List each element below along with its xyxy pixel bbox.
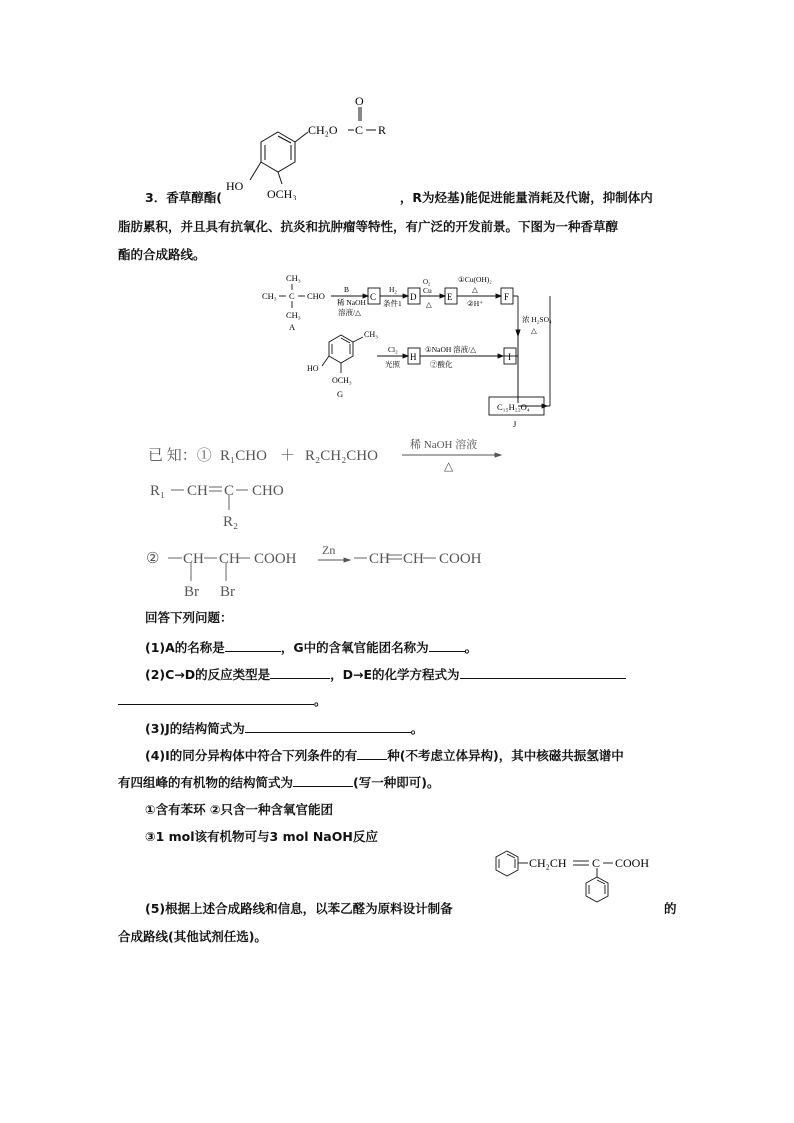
q2-part-b: ，D→E的化学方程式为 xyxy=(330,667,460,682)
q2-part-a: (2)C→D的反应类型是 xyxy=(145,667,271,682)
q1-part-a: (1)A的名称是 xyxy=(145,640,225,655)
q1-answer-blank-1[interactable] xyxy=(225,637,281,652)
question-intro-line3: 酯的合成路线。 xyxy=(118,247,206,262)
known-br2: Br xyxy=(220,584,235,600)
known-label: 已 知：① xyxy=(148,448,212,464)
known-ch1: CH xyxy=(183,551,204,567)
scheme-a-ch3-top: CH₃ xyxy=(286,273,301,283)
arrow3-top-label-1: O₂ xyxy=(423,278,431,286)
scheme-a-label: A xyxy=(289,322,296,332)
arrow-down-label-2: △ xyxy=(531,326,537,335)
question-4 xyxy=(145,745,624,766)
q4-part-b: 种(不考虑立体异构)，其中核磁共振氢谱中 xyxy=(387,748,624,763)
arrow2-top-label: H₂ xyxy=(389,285,398,294)
box-f-label: F xyxy=(504,292,510,302)
known-prod2-ch1: CH xyxy=(369,551,390,567)
answer-prompt: 回答下列问题： xyxy=(145,610,233,625)
known-br1: Br xyxy=(184,584,199,600)
synthesis-scheme xyxy=(255,270,560,435)
arrow4-bottom-label: ②H⁺ xyxy=(467,299,484,308)
target-structure xyxy=(485,846,670,914)
q5-part-a: (5)根据上述合成路线和信息，以苯乙醛为原料设计制备 xyxy=(145,901,453,916)
known-zn: Zn xyxy=(322,543,336,557)
q4-part-c: 有四组峰的有机物的结构简式为 xyxy=(118,775,294,790)
q2-answer-blank-2[interactable] xyxy=(460,664,626,679)
question-2-line2 xyxy=(118,690,327,711)
question-number: 3． xyxy=(145,190,167,205)
known-prod2-cooh: COOH xyxy=(439,551,482,567)
question-intro-line2: 脂肪累积，并且具有抗氧化、抗炎和抗肿瘤等特性，有广泛的开发前景。下图为一种香草醇 xyxy=(118,219,619,234)
condition-3: ③1 mol该有机物可与3 mol NaOH反应 xyxy=(145,829,378,844)
q2-answer-blank-1[interactable] xyxy=(270,664,330,679)
q4-part-a: (4)I的同分异构体中符合下列条件的有 xyxy=(145,748,358,763)
known-info xyxy=(140,428,520,603)
q1-part-b: ，G中的含氧官能团名称为 xyxy=(280,640,429,655)
ester-ho-label: HO xyxy=(226,179,244,193)
q5-part-c: 合成路线(其他试剂任选)。 xyxy=(118,929,267,944)
box-c-label: C xyxy=(370,292,377,302)
vanillyl-ester-structure xyxy=(220,92,405,200)
arrow3-bottom-label: △ xyxy=(426,300,432,309)
box-j-formula: C₁₅H₂₂O₄ xyxy=(497,402,530,412)
q3-answer-blank[interactable] xyxy=(245,718,411,733)
target-cooh: COOH xyxy=(615,856,650,870)
target-chain: CH₂CH xyxy=(529,856,567,870)
known-prod-r1: R₁ xyxy=(150,483,166,499)
arrow6-bottom-label: ②酸化 xyxy=(430,360,453,369)
arrow1-bottom-label-2: 溶液/△ xyxy=(338,308,361,317)
question-intro-part1: 香草醇酯( xyxy=(166,190,222,205)
known-prod-c: C xyxy=(224,483,235,499)
q4-part-d: (写一种即可)。 xyxy=(353,775,440,790)
known-arrow-top: 稀 NaOH 溶液 xyxy=(410,439,478,451)
q3-part-a: (3)J的结构简式为 xyxy=(145,721,245,736)
question-1 xyxy=(145,637,477,658)
known-r1cho: R₁CHO xyxy=(220,448,267,464)
arrow1-bottom-label-1: 稀 NaOH xyxy=(337,298,366,307)
q4-answer-blank-1[interactable] xyxy=(357,745,387,760)
arrow6-top-label: ①NaOH 溶液/△ xyxy=(425,345,477,354)
q2-part-c: 。 xyxy=(314,693,327,708)
known-prod-ch: CH xyxy=(187,483,208,499)
q4-answer-blank-2[interactable] xyxy=(293,772,353,787)
known-plus: ＋ xyxy=(280,448,296,464)
arrow3-top-label-2: Cu xyxy=(423,286,432,295)
known-cooh: COOH xyxy=(254,551,297,567)
known-arrow-bottom: △ xyxy=(444,459,454,473)
question-4-line2 xyxy=(118,772,439,793)
ester-chain-label: CH₂O xyxy=(308,123,338,137)
ester-och3-label: OCH₃ xyxy=(267,187,297,200)
arrow1-top-label: B xyxy=(344,285,350,294)
arrow2-bottom-label: 条件1 xyxy=(383,299,402,308)
arrow5-bottom-label: 光照 xyxy=(385,360,400,369)
arrow-down-label-1: 浓 H₂SO₄ xyxy=(522,315,552,324)
arrow4-top-label-1: ①Cu(OH)₂ xyxy=(458,275,492,284)
question-5 xyxy=(145,899,453,919)
question-2 xyxy=(145,664,626,685)
target-c: C xyxy=(592,856,601,870)
q3-part-b: 。 xyxy=(410,721,424,736)
arrow5-top-label: Cl₂ xyxy=(388,345,398,354)
box-h-label: H xyxy=(410,352,417,362)
ester-c-label: C xyxy=(355,123,364,137)
box-i-label: I xyxy=(508,352,511,362)
box-d-label: D xyxy=(410,292,417,302)
q5-part-b: 的 xyxy=(664,901,677,916)
scheme-g-ch3: CH₃ xyxy=(364,330,378,339)
arrow4-top-label-2: △ xyxy=(472,285,478,294)
ester-r-label: R xyxy=(378,123,387,137)
q2-answer-blank-3[interactable] xyxy=(118,690,314,705)
scheme-g-och3: OCH₃ xyxy=(332,376,352,385)
q1-part-c: 。 xyxy=(464,640,478,655)
question-intro-part2: ，R为烃基)能促进能量消耗及代谢，抑制体内 xyxy=(399,190,653,205)
condition-1-2: ①含有苯环 ②只含一种含氧官能团 xyxy=(145,802,334,817)
scheme-g-ho: HO xyxy=(307,364,319,373)
known-r2ch2cho: R₂CH₂CHO xyxy=(305,448,378,464)
box-e-label: E xyxy=(447,292,453,302)
question-3 xyxy=(145,718,423,739)
q1-answer-blank-2[interactable] xyxy=(429,637,465,652)
scheme-j-label: J xyxy=(513,419,517,429)
known-prod-r2: R₂ xyxy=(223,514,239,530)
ester-o-label: O xyxy=(355,94,364,108)
scheme-a-ch3-left: CH₃ xyxy=(262,291,277,301)
scheme-g-label: G xyxy=(337,389,344,399)
known-num2: ② xyxy=(146,551,160,567)
scheme-a-cho: CHO xyxy=(307,291,325,301)
known-ch2: CH xyxy=(219,551,240,567)
known-prod2-ch2: CH xyxy=(403,551,424,567)
scheme-a-ch3-bottom: CH₃ xyxy=(286,310,301,320)
known-prod-cho: CHO xyxy=(252,483,284,499)
scheme-a-c: C xyxy=(289,291,295,301)
